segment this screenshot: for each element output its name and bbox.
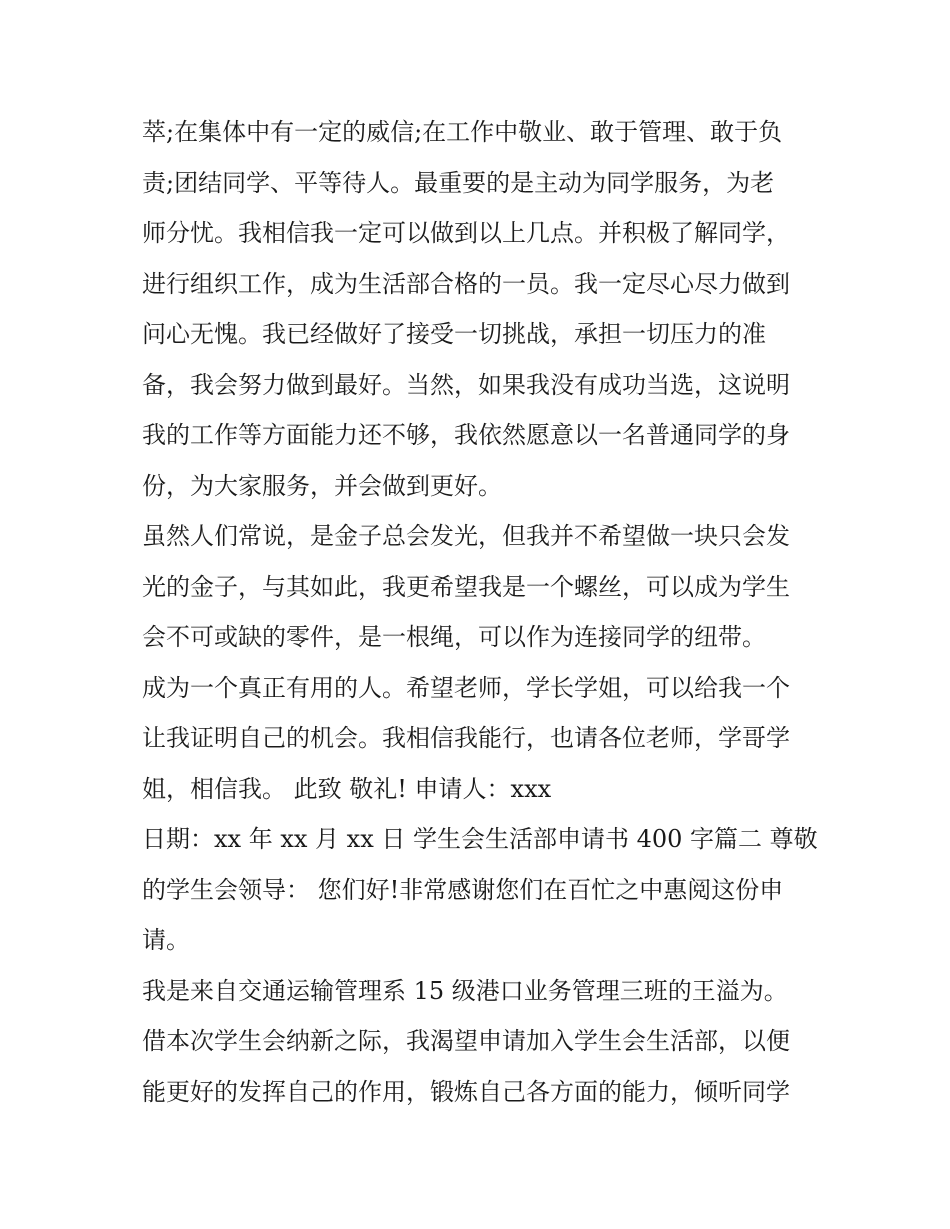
text-line: 请。 [142, 926, 190, 954]
text-line: 能更好的发挥自己的作用，锻炼自己各方面的能力，倾听同学 [142, 1077, 790, 1106]
text-line: 让我证明自己的机会。我相信我能行，也请各位老师，学哥学 [142, 724, 790, 752]
text-line: 借本次学生会纳新之际，我渴望申请加入学生会生活部，以便 [142, 1027, 790, 1055]
text-line: 的学生会领导： 您们好!非常感谢您们在百忙之中惠阅这份申 [142, 875, 784, 904]
text-line: 会不可或缺的零件，是一根绳，可以作为连接同学的纽带。 [142, 623, 766, 651]
text-line: 虽然人们常说，是金子总会发光，但我并不希望做一块只会发 [142, 522, 790, 550]
text-line: 问心无愧。我已经做好了接受一切挑战，承担一切压力的准 [142, 320, 766, 348]
text-line: 备，我会努力做到最好。当然，如果我没有成功当选，这说明 [142, 370, 790, 399]
document-body [142, 107, 822, 1117]
text-line: 我是来自交通运输管理系 15 级港口业务管理三班的王溢为。 [142, 976, 788, 1005]
text-line: 进行组织工作，成为生活部合格的一员。我一定尽心尽力做到 [142, 269, 790, 298]
text-line: 成为一个真正有用的人。希望老师，学长学姐，可以给我一个 [142, 673, 790, 702]
text-line: 师分忧。我相信我一定可以做到以上几点。并积极了解同学， [142, 219, 790, 247]
text-line: 光的金子，与其如此，我更希望我是一个螺丝，可以成为学生 [142, 572, 790, 601]
text-line: 姐，相信我。 此致 敬礼! 申请人：xxx [142, 774, 552, 803]
text-line: 我的工作等方面能力还不够，我依然愿意以一名普通同学的身 [142, 421, 790, 449]
text-line: 日期：xx 年 xx 月 xx 日 学生会生活部申请书 400 字篇二 尊敬 [142, 825, 818, 853]
text-line: 份，为大家服务，并会做到更好。 [142, 471, 502, 500]
text-line: 萃;在集体中有一定的威信;在工作中敬业、敢于管理、敢于负 [142, 118, 783, 146]
text-line: 责;团结同学、平等待人。最重要的是主动为同学服务，为老 [142, 168, 775, 197]
